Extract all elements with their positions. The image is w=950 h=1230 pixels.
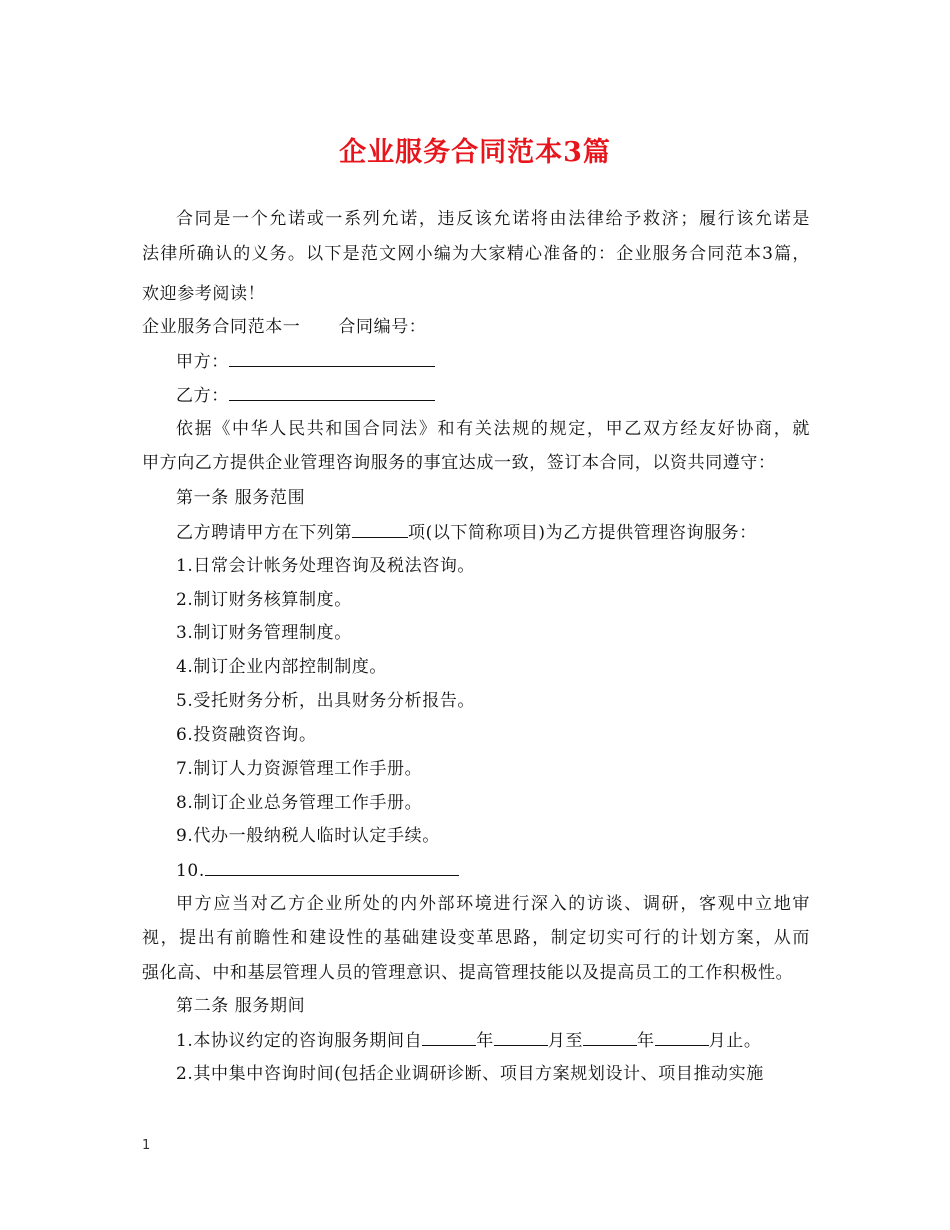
item-number-blank <box>352 521 408 538</box>
party-a-blank <box>229 350 435 367</box>
service-10-label: 10. <box>176 861 205 881</box>
service-item-10 <box>176 859 459 882</box>
party-b-row <box>176 384 435 407</box>
period-year-2: 年 <box>637 1031 655 1051</box>
document-title: 企业服务合同范本3篇 <box>339 137 611 168</box>
intro-line-2: 法律所确认的义务。以下是范文网小编为大家精心准备的：企业服务合同范本3篇， <box>142 244 810 264</box>
preamble-line-2: 甲方向乙方提供企业管理咨询服务的事宜达成一致，签订本合同，以资共同遵守： <box>142 453 776 473</box>
party-b-blank <box>229 384 435 401</box>
period-month-2: 月止。 <box>708 1031 762 1051</box>
article-1-intro-post: 项(以下简称项目)为乙方提供管理咨询服务： <box>408 523 757 543</box>
intro-line-3: 欢迎参考阅读！ <box>142 284 266 304</box>
service-10-blank <box>205 859 459 876</box>
start-year-blank <box>422 1029 476 1046</box>
party-b-label: 乙方： <box>176 386 229 406</box>
service-item: 5.受托财务分析，出具财务分析报告。 <box>176 691 476 711</box>
start-month-blank <box>494 1029 548 1046</box>
page-number: 1 <box>142 1138 151 1153</box>
article-1-body-line-2: 视，提出有前瞻性和建设性的基础建设变革思路，制定切实可行的计划方案，从而 <box>142 928 810 948</box>
service-item: 2.制订财务核算制度。 <box>176 590 352 610</box>
preamble-line-1: 依据《中华人民共和国合同法》和有关法规的规定，甲乙双方经友好协商，就 <box>176 419 810 439</box>
service-item: 6.投资融资咨询。 <box>176 725 317 745</box>
article-1-intro <box>176 521 757 544</box>
article-2-heading: 第二条 服务期间 <box>176 996 306 1016</box>
contract-number-label: 合同编号： <box>338 317 427 337</box>
service-period-line <box>176 1029 761 1052</box>
article-1-intro-pre: 乙方聘请甲方在下列第 <box>176 523 352 543</box>
end-year-blank <box>583 1029 637 1046</box>
end-month-blank <box>655 1029 709 1046</box>
contract-heading-row <box>142 316 426 338</box>
period-prefix: 1.本协议约定的咨询服务期间自 <box>176 1031 423 1051</box>
intro-line-1: 合同是一个允诺或一系列允诺，违反该允诺将由法律给予救济；履行该允诺是 <box>176 209 810 229</box>
service-item: 1.日常会计帐务处理咨询及税法咨询。 <box>176 556 476 576</box>
service-item: 9.代办一般纳税人临时认定手续。 <box>176 826 440 846</box>
service-period-line-2: 2.其中集中咨询时间(包括企业调研诊断、项目方案规划设计、项目推动实施 <box>176 1064 764 1084</box>
period-year-1: 年 <box>476 1031 494 1051</box>
contract-heading: 企业服务合同范本一 <box>142 317 301 337</box>
article-1-heading: 第一条 服务范围 <box>176 488 306 508</box>
article-1-body-line-3: 强化高、中和基层管理人员的管理意识、提高管理技能以及提高员工的工作积极性。 <box>142 963 794 983</box>
service-item: 7.制订人力资源管理工作手册。 <box>176 759 423 779</box>
service-item: 4.制订企业内部控制制度。 <box>176 657 388 677</box>
party-a-row <box>176 350 435 373</box>
article-1-body-line-1: 甲方应当对乙方企业所处的内外部环境进行深入的访谈、调研，客观中立地审 <box>176 894 810 914</box>
period-month-1: 月至 <box>547 1031 584 1051</box>
service-item: 8.制订企业总务管理工作手册。 <box>176 793 423 813</box>
service-item: 3.制订财务管理制度。 <box>176 623 352 643</box>
party-a-label: 甲方： <box>176 352 229 372</box>
